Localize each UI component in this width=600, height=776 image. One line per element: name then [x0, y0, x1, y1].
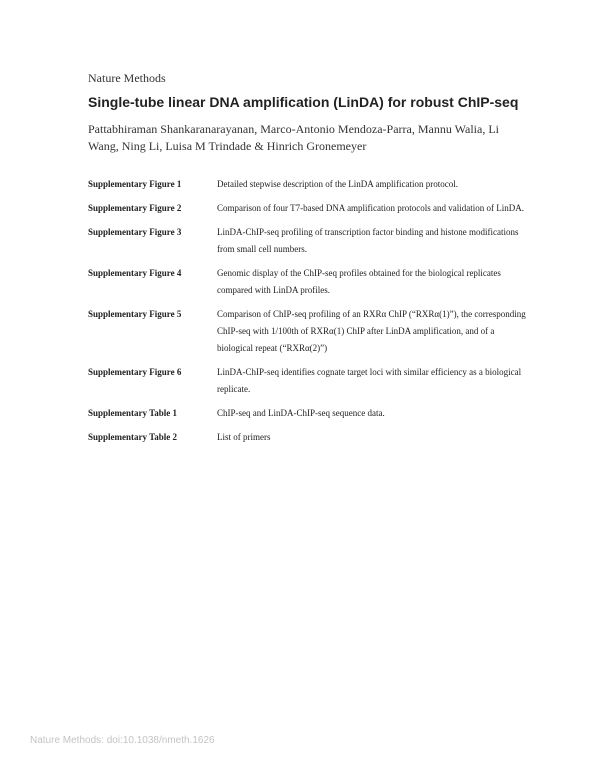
- supplementary-description: Comparison of ChIP-seq profiling of an RXRα ChIP (“RXRα(1)”), the corresponding ChIP-seq with 1/100th of RXRα(1) ChIP after LinDA amplification, and of a biological repeat (“RXRα(2)”): [217, 309, 526, 353]
- supplementary-description: List of primers: [217, 432, 271, 442]
- supplementary-description: ChIP-seq and LinDA-ChIP-seq sequence data.: [217, 408, 385, 418]
- supplementary-label: Supplementary Figure 2: [88, 203, 182, 213]
- supplementary-description: Detailed stepwise description of the LinDA amplification protocol.: [217, 179, 458, 189]
- supplementary-label: Supplementary Figure 1: [88, 179, 182, 189]
- author-list: Pattabhiraman Shankaranarayanan, Marco-Antonio Mendoza-Parra, Mannu Walia, Li Wang, Ning Li, Luisa M Trindade & Hinrich Gronemeyer: [88, 122, 499, 153]
- journal-name: Nature Methods: [88, 71, 166, 85]
- supplementary-item: [88, 405, 528, 422]
- document-title: Single-tube linear DNA amplification (LinDA) for robust ChIP-seq: [88, 94, 519, 110]
- supplementary-label: Supplementary Figure 3: [88, 227, 182, 237]
- supplementary-item: [88, 176, 528, 193]
- supplementary-item: [88, 364, 528, 398]
- doi-footer: Nature Methods: doi:10.1038/nmeth.1626: [30, 735, 215, 746]
- supplementary-item: [88, 265, 528, 299]
- supplementary-item: [88, 306, 528, 357]
- supplementary-label: Supplementary Figure 6: [88, 367, 182, 377]
- supplementary-description: LinDA-ChIP-seq profiling of transcription factor binding and histone modifications from small cell numbers.: [217, 227, 519, 254]
- supplementary-description: Comparison of four T7-based DNA amplification protocols and validation of LinDA.: [217, 203, 525, 213]
- supplementary-label: Supplementary Table 1: [88, 408, 178, 418]
- supplementary-item: [88, 200, 528, 217]
- supplementary-item: [88, 429, 528, 446]
- supplementary-list: [88, 176, 528, 453]
- supplementary-label: Supplementary Figure 5: [88, 309, 182, 319]
- supplementary-label: Supplementary Figure 4: [88, 268, 182, 278]
- supplementary-item: [88, 224, 528, 258]
- supplementary-description: Genomic display of the ChIP-seq profiles obtained for the biological replicates compared with LinDA profiles.: [217, 268, 501, 295]
- supplementary-label: Supplementary Table 2: [88, 432, 178, 442]
- supplementary-description: LinDA-ChIP-seq identifies cognate target loci with similar efficiency as a biological replicate.: [217, 367, 522, 394]
